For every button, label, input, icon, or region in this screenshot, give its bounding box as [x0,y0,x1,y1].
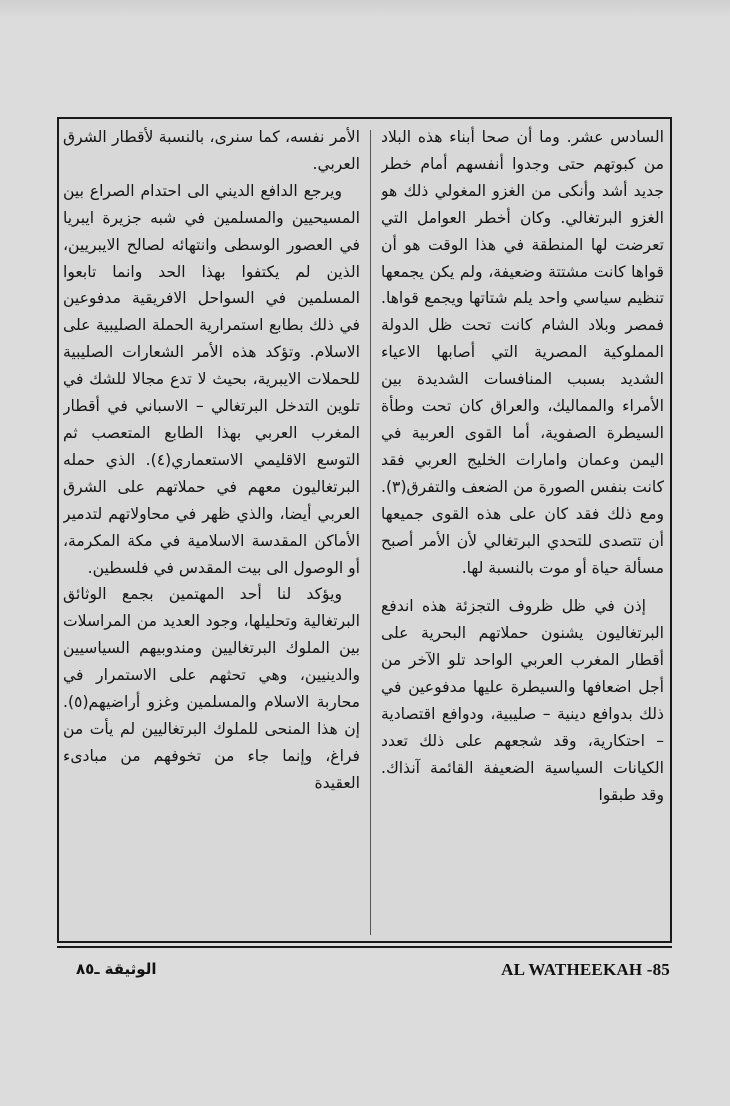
paragraph: إذن في ظل ظروف التجزئة هذه اندفع البرتغاليون يشنون حملاتهم البحرية على أقطار المغرب العربي الواحد تلو الآخر من أجل اضعافها والسيطرة عليها مدفوعين في ذلك بدوافع دينية – صليبية، ودوافع اقتصادية – احتكارية، وقد شجعهم على ذلك تعدد الكيانات السياسية الضعيفة القائمة آنذاك. وقد طبقوا [381,597,664,804]
scan-edge [0,0,730,18]
text-column-left [63,124,360,936]
page-footer-arabic: الوثيقة ـ٨٥ [76,960,157,978]
paragraph: ويؤكد لنا أحد المهتمين بجمع الوثائق البرتغالية وتحليلها، وجود العديد من المراسلات بين الملوك البرتغاليين ومندوبيهم السياسيين والدينيين، وهي تحثهم على الاستمرار في محاربة الاسلام والمسلمين وغزو أراضيهم(٥). إن هذا المنحى للملوك البرتغاليين لم يأت من فراغ، وإنما جاء من تخوفهم من مبادىء العقيدة [63,585,360,792]
paragraph: الأمر نفسه، كما سنرى، بالنسبة لأقطار الشرق العربي. [63,128,360,173]
page-footer-english: AL WATHEEKAH -85 [501,960,670,979]
column-divider [370,130,371,935]
text-column-right [381,124,664,936]
paragraph: ويرجع الدافع الديني الى احتدام الصراع بين المسيحيين والمسلمين في شبه جزيرة ايبريا في العصور الوسطى وانتهائه لصالح الايبريين، الذين لم يكتفوا بهذا الحد وانما تابعوا المسلمين في السواحل الافريقية مدفوعين في ذلك بطابع استمرارية الحملة الصليبية على الاسلام. وتؤكد هذه الأمر الشعارات الصليبية للحملات الايبرية، بحيث لا تدع مجالا للشك في تلوين التدخل البرتغالي – الاسباني في أقطار المغرب العربي بهذا الطابع المتعصب ثم التوسع الاقليمي الاستعماري(٤). الذي حمله البرتغاليون معهم في حملاتهم على الشرق العربي أيضا، والذي ظهر في محاولاتهم لتدمير الأماكن المقدسة الاسلامية في مكة المكرمة، أو الوصول الى بيت المقدس في فلسطين. [63,181,360,577]
paragraph: السادس عشر. وما أن صحا أبناء هذه البلاد من كبوتهم حتى وجدوا أنفسهم أمام خطر جديد أشد وأنكى من الغزو المغولي ذلك هو الغزو البرتغالي. وكان أخطر العوامل التي تعرضت لها المنطقة في هذا الوقت هو أن قواها كانت مشتتة وضعيفة، ولم يكن يجمعها تنظيم سياسي واحد يلم شتاتها ويجمع قواها. فمصر وبلاد الشام كانت تحت ظل الدولة المملوكية المصرية التي أصابها الاعياء الشديد بسبب المنافسات الشديدة بين الأمراء والمماليك، والعراق كان تحت وطأة السيطرة الصفوية، أما القوى العربية في اليمن وعمان وامارات الخليج العربي فقد كانت بنفس الصورة من الضعف والتفرق(٣). ومع ذلك فقد كان على هذه القوى جميعها أن تتصدى للتحدي البرتغالي لأن الأمر أصبح مسألة حياة أو موت بالنسبة لها. [381,128,664,577]
footer-rule [57,946,672,948]
